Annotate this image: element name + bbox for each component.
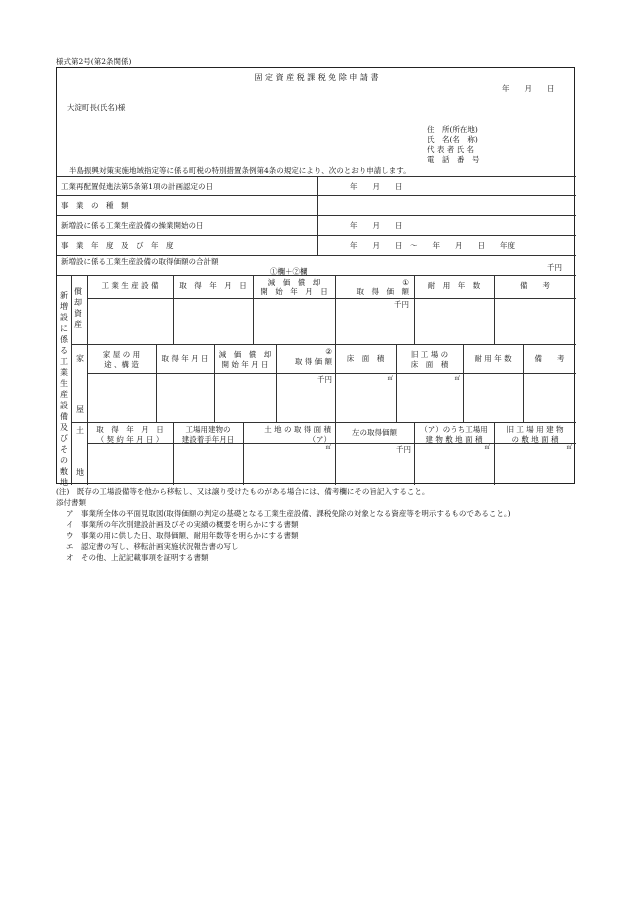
total-cost-formula: ①欄＋②欄: [270, 267, 308, 276]
dep-header-acquisition-cost: ① 取 得 価 額: [356, 278, 409, 297]
land-header-acquisition-date: 取 得 年 月 日 （ 契 約 年 月 日 ）: [96, 425, 164, 445]
applicant-name-label: 氏 名(名 称): [427, 135, 478, 144]
attachment-a: ア 事業所全体の平面見取図(取得価額の判定の基礎となる工業生産設備、課税免除の対象となる資産等を明示するものであること。): [66, 509, 511, 518]
house-unit-floor-area: ㎡: [387, 376, 393, 382]
plan-date-label: 工業再配置促進法第5条第1項の計画認定の日: [61, 182, 214, 191]
applicant-phone-label: 電 話 番 号: [427, 155, 480, 164]
applicant-representative-label: 代 表 者 氏 名: [427, 145, 475, 154]
land-header-cost: 左の取得価額: [352, 428, 397, 437]
land-unit-site-area: ㎡: [484, 445, 490, 451]
dep-header-acquisition-date: 取 得 年 月 日: [179, 281, 247, 290]
house-header-depreciation-start: 減 価 償 却 開 始 年 月 日: [218, 350, 272, 370]
plan-date-value: 年 月 日: [350, 182, 403, 191]
operation-start-label: 新増設に係る工業生産設備の操業開始の日: [61, 221, 204, 230]
form-number: 様式第2号(第2条関係): [56, 57, 132, 66]
applicant-address-label: 住 所(所在地): [427, 125, 478, 134]
land-unit-cost: 千円: [396, 445, 411, 454]
land-header-old-site-area: 旧 工 場 用 建 物 の 敷 地 面 積: [506, 425, 564, 445]
dep-header-useful-life: 耐 用 年 数: [427, 281, 481, 290]
dep-header-depreciation-start: 減 価 償 却 開 始 年 月 日: [260, 278, 328, 297]
application-form: [56, 67, 575, 487]
house-header-acquisition-cost: ② 取 得 価 額: [294, 347, 332, 367]
land-label-1: 土: [76, 426, 84, 435]
land-header-construction-start: 工場用建物の 建設着手年月日: [181, 425, 235, 445]
fiscal-year-label: 事 業 年 度 及 び 年 度: [61, 241, 174, 250]
total-cost-label: 新増設に係る工業生産設備の取得価額の合計額: [61, 257, 219, 266]
intro-text: 半島振興対策実施地域指定等に係る町税の特別措置条例第4条の規定により、次のとおり申請します。: [69, 166, 411, 175]
side-label: 新増設に係る工業生産設備及びその敷地: [60, 291, 68, 487]
attachment-u: ウ 事業の用に供した日、取得価額、耐用年数等を明らかにする書類: [66, 531, 299, 540]
house-header-remarks: 備 考: [534, 354, 565, 363]
land-header-land-area: 土 地 の 取 得 面 積 （ア）: [264, 425, 331, 445]
dep-unit-cost: 千円: [394, 300, 409, 309]
house-label-1: 家: [76, 354, 84, 363]
land-label-2: 地: [76, 468, 84, 477]
land-unit-old-site-area: ㎡: [566, 445, 572, 451]
house-header-floor-area: 床 面 積: [346, 354, 385, 363]
addressee: 大淀町長(氏名)様: [67, 103, 126, 112]
house-header-useful-life: 耐 用 年 数: [474, 354, 512, 363]
operation-start-value: 年 月 日: [350, 221, 403, 230]
house-unit-old-floor-area: ㎡: [454, 376, 460, 382]
attachments-heading: 添付書類: [56, 498, 86, 507]
business-type-label: 事 業 の 種 類: [61, 201, 129, 210]
house-header-use-structure: 家 屋 の 用 途 、構 造: [102, 350, 141, 370]
house-label-2: 屋: [76, 405, 84, 414]
house-header-acquisition-date: 取 得 年 月 日: [161, 354, 209, 363]
land-header-factory-site-area: （ア）のうち工場用 建 物 敷 地 面 積: [420, 425, 488, 445]
depreciable-label: 償却資産: [74, 287, 82, 329]
attachment-o: オ その他、上記記載事項を証明する書類: [66, 553, 209, 562]
fiscal-year-value: 年 月 日 ～ 年 月 日 年度: [350, 241, 515, 250]
form-title: 固 定 資 産 税 課 税 免 除 申 請 書: [254, 73, 379, 82]
date-line: 年 月 日: [502, 84, 555, 93]
dep-header-remarks: 備 考: [520, 281, 550, 290]
house-unit-cost: 千円: [317, 375, 332, 384]
note-caution: (注) 既存の工場設備等を他から移転し、又は譲り受けたものがある場合には、備考欄にその旨記入すること。: [56, 487, 430, 496]
attachment-i: イ 事業所の年次別建設計画及びその実績の概要を明らかにする書類: [66, 520, 299, 529]
land-unit-area: ㎡: [325, 445, 331, 451]
total-cost-unit: 千円: [547, 263, 562, 272]
attachment-e: エ 認定書の写し、移転計画実施状況報告書の写し: [66, 542, 239, 551]
house-header-old-floor-area: 旧 工 場 の 床 面 積: [410, 350, 449, 370]
dep-header-equipment: 工 業 生 産 設 備: [101, 281, 159, 290]
